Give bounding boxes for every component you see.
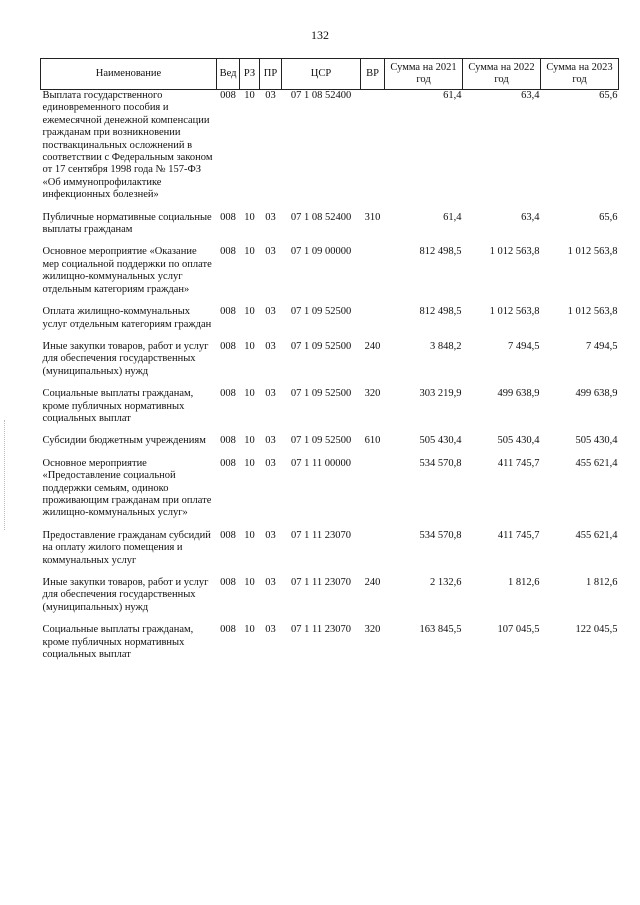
cell-name: Иные закупки товаров, работ и услуг для обеспечения государственных (муниципальных) нужд [42,340,209,377]
cell-rz: 10 [244,306,255,318]
cell-vr: 310 [364,211,381,223]
cell-csr: 07 1 11 23070 [291,577,351,588]
cell-rz: 10 [244,246,255,258]
cell-name: Субсидии бюджетным учреждениям [42,435,206,447]
cell-pr: 03 [265,624,276,636]
cell-name: Основное мероприятие «Предоставление социальной поддержки семьям, одиноко проживающим гражданам при оплате жилищно-коммунальных услуг» [42,457,212,519]
cell-sum-2021: 534 570,8 [419,529,462,541]
cell-vr: 240 [364,340,381,352]
cell-csr: 07 1 11 23070 [291,624,351,636]
cell-pr: 03 [265,306,276,318]
header-rz: РЗ [240,59,260,90]
cell-csr: 07 1 09 52500 [290,340,352,352]
table-row [41,530,619,577]
cell-pr: 03 [265,577,276,588]
cell-ved: 008 [220,90,236,101]
cell-ved: 008 [220,306,236,318]
cell-sum-2023: 1 012 563,8 [567,306,618,318]
cell-rz: 10 [244,624,255,636]
cell-csr: 07 1 08 52400 [290,90,352,101]
cell-rz: 10 [244,457,255,469]
table-row [41,306,619,341]
table-row [41,90,619,212]
cell-rz: 10 [244,90,255,101]
cell-sum-2021: 812 498,5 [419,306,462,318]
budget-table [40,58,619,671]
cell-pr: 03 [265,90,276,101]
header-pr: ПР [260,59,282,90]
header-csr: ЦСР [282,59,361,90]
cell-vr [361,530,385,577]
cell-pr: 03 [265,435,276,447]
cell-sum-2021: 303 219,9 [419,388,462,400]
cell-pr: 03 [265,211,276,223]
cell-sum-2022: 63,4 [521,90,540,101]
cell-name: Публичные нормативные социальные выплаты гражданам [42,211,212,236]
cell-rz: 10 [244,529,255,541]
cell-sum-2022: 7 494,5 [508,340,540,352]
table-row [41,341,619,388]
cell-sum-2023: 455 621,4 [575,529,618,541]
cell-name: Иные закупки товаров, работ и услуг для обеспечения государственных (муниципальных) нужд [42,577,209,613]
cell-csr: 07 1 11 23070 [291,529,351,541]
cell-name: Основное мероприятие «Оказание мер социальной поддержки по оплате жилищно-коммунальных услуг отдельным категориям граждан» [42,246,212,295]
cell-sum-2022: 1 812,6 [508,577,540,588]
cell-pr: 03 [265,340,276,352]
cell-vr [361,458,385,530]
cell-ved: 008 [220,388,236,400]
cell-pr: 03 [265,388,276,400]
cell-csr: 07 1 09 00000 [290,246,352,258]
cell-sum-2022: 411 745,7 [497,457,540,469]
cell-sum-2023: 1 012 563,8 [567,246,618,258]
cell-pr: 03 [265,529,276,541]
cell-sum-2022: 63,4 [521,211,540,223]
cell-vr [361,246,385,306]
cell-vr: 320 [364,624,381,636]
cell-ved: 008 [220,624,236,636]
cell-vr: 240 [364,577,381,588]
cell-pr: 03 [265,246,276,258]
cell-name: Социальные выплаты гражданам, кроме публичных нормативных социальных выплат [42,388,194,424]
cell-rz: 10 [244,577,255,588]
cell-sum-2023: 499 638,9 [575,388,618,400]
header-sum-2021: Сумма на 2021 год [385,59,463,90]
cell-ved: 008 [220,340,236,352]
cell-ved: 008 [220,457,236,469]
cell-rz: 10 [244,435,255,447]
table-row [41,435,619,457]
table-body [41,90,619,672]
cell-name: Предоставление гражданам субсидий на оплату жилого помещения и коммунальных услуг [42,529,211,566]
table-row [41,246,619,306]
table-row [41,624,619,671]
cell-sum-2022: 1 012 563,8 [489,306,540,318]
cell-csr: 07 1 09 52500 [290,388,352,400]
cell-vr: 610 [364,435,381,447]
cell-ved: 008 [220,529,236,541]
cell-csr: 07 1 09 52500 [290,306,352,318]
header-vr: ВР [361,59,385,90]
cell-sum-2023: 7 494,5 [586,340,618,352]
cell-rz: 10 [244,388,255,400]
cell-sum-2022: 505 430,4 [497,435,540,447]
header-name: Наименование [41,59,217,90]
cell-rz: 10 [244,211,255,223]
cell-name: Оплата жилищно-коммунальных услуг отдельным категориям граждан [42,306,212,330]
cell-sum-2022: 411 745,7 [497,529,540,541]
cell-sum-2023: 122 045,5 [575,624,618,636]
cell-name: Выплата государственного единовременного пособия и ежемесячной денежной компенсации гражданам при возникновении поствакцинальных осложнений в соответствии с Федеральным законом от 17 сентября 1998 года № 157-ФЗ «Об иммунопрофилактике инфекционных болезней» [42,90,213,201]
header-sum-2022: Сумма на 2022 год [463,59,541,90]
cell-ved: 008 [220,211,236,223]
cell-csr: 07 1 08 52400 [290,211,352,223]
cell-sum-2021: 61,4 [443,90,462,101]
cell-sum-2021: 2 132,6 [430,577,462,588]
header-ved: Вед [217,59,240,90]
cell-sum-2021: 163 845,5 [419,624,462,636]
cell-sum-2023: 505 430,4 [575,435,618,447]
cell-sum-2021: 534 570,8 [419,457,462,469]
cell-vr: 320 [364,388,381,400]
cell-sum-2021: 61,4 [443,211,462,223]
cell-ved: 008 [220,246,236,258]
cell-sum-2022: 107 045,5 [497,624,540,636]
cell-sum-2022: 1 012 563,8 [489,246,540,258]
header-sum-2023: Сумма на 2023 год [541,59,619,90]
cell-sum-2021: 3 848,2 [430,340,462,352]
cell-sum-2021: 505 430,4 [419,435,462,447]
cell-csr: 07 1 09 52500 [290,435,352,447]
cell-sum-2021: 812 498,5 [419,246,462,258]
table-row [41,388,619,435]
table-row [41,212,619,247]
cell-csr: 07 1 11 00000 [291,457,351,469]
cell-vr [361,90,385,212]
cell-sum-2023: 65,6 [599,211,618,223]
cell-pr: 03 [265,457,276,469]
cell-sum-2023: 1 812,6 [586,577,618,588]
cell-ved: 008 [220,577,236,588]
cell-name: Социальные выплаты гражданам, кроме публичных нормативных социальных выплат [42,624,194,661]
cell-ved: 008 [220,435,236,447]
cell-sum-2022: 499 638,9 [497,388,540,400]
cell-rz: 10 [244,340,255,352]
table-header-row [41,59,619,90]
cell-vr [361,306,385,341]
page-number: 132 [311,28,329,42]
cell-sum-2023: 455 621,4 [575,457,618,469]
table-row [41,577,619,624]
table-row [41,458,619,530]
cell-sum-2023: 65,6 [599,90,618,101]
scan-margin-mark [4,420,7,530]
